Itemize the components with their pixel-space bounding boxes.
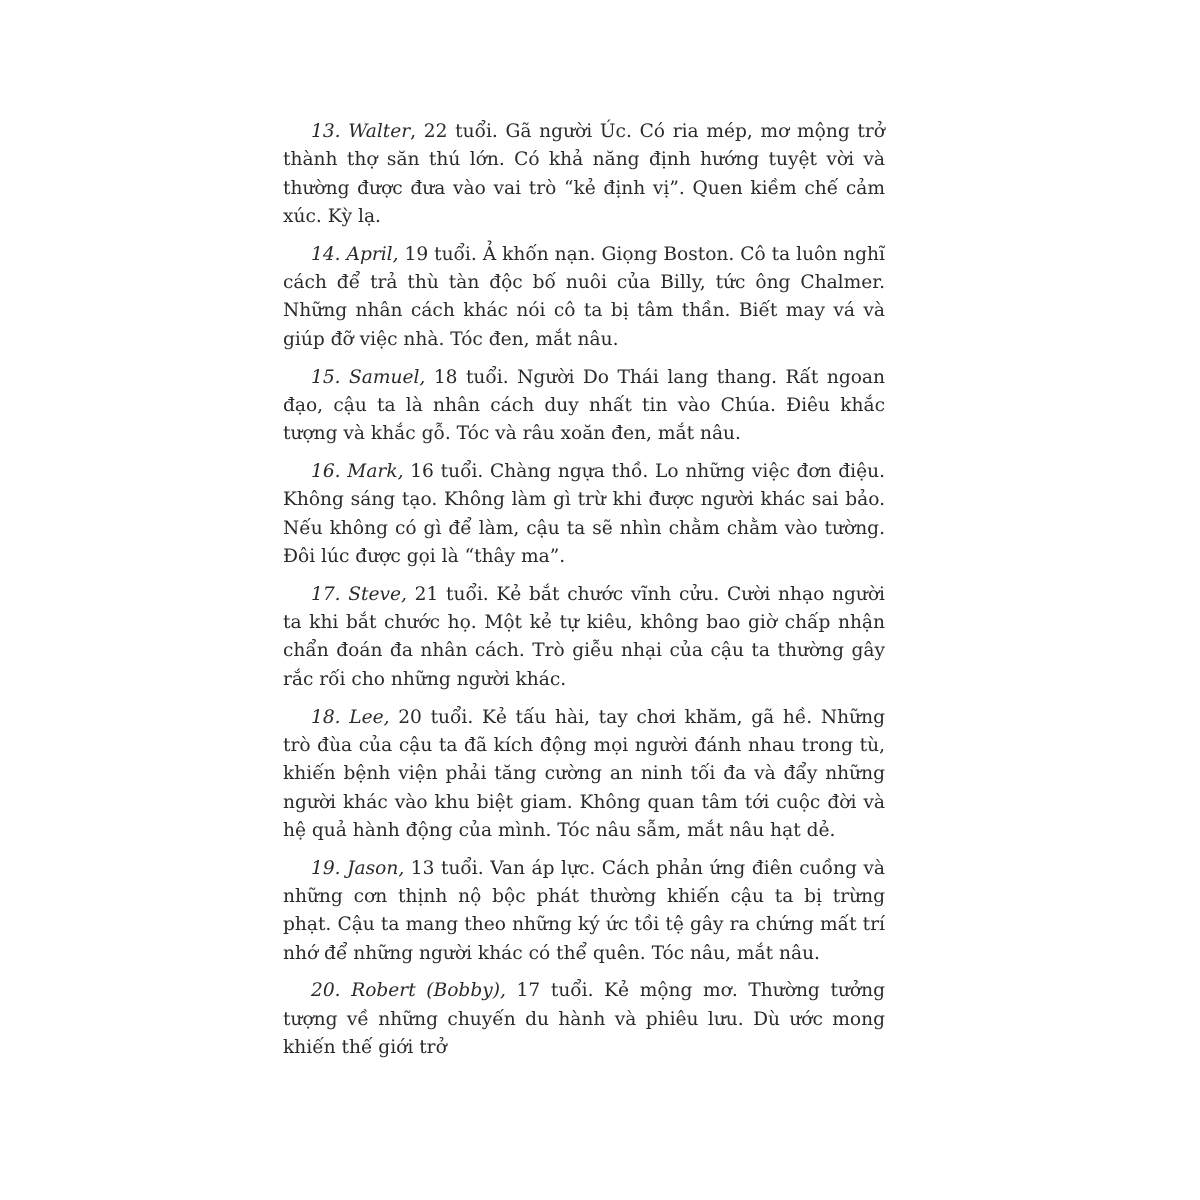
entry-text: 16 tuổi. Chàng ngựa thồ. Lo những việc đơn điệu. Không sáng tạo. Không làm gì trừ khi được người khác sai bảo. Nếu không có gì để làm, cậu ta sẽ nhìn chằm chằm vào tường. Đôi lúc được gọi là “thây ma”.: [283, 461, 886, 567]
entry-text: 21 tuổi. Kẻ bắt chước vĩnh cửu. Cười nhạo người ta khi bắt chước họ. Một kẻ tự kiêu, không bao giờ chấp nhận chẩn đoán đa nhân cách. Trò giễu nhại của cậu ta thường gây rắc rối cho những người khác.: [283, 583, 885, 690]
entry-lead: 13. Walter: [311, 121, 411, 142]
book-page: [283, 118, 885, 1072]
entry-lead: 20. Robert (Bobby),: [311, 980, 506, 1002]
entry-lead: 18. Lee,: [311, 706, 390, 728]
entry-mark: [283, 458, 885, 571]
entry-text: , 22 tuổi. Gã người Úc. Có ria mép, mơ mộng trở thành thợ săn thú lớn. Có khả năng định hướng tuyệt vời và thường được đưa vào vai trò “kẻ định vị”. Quen kiềm chế cảm xúc. Kỳ lạ.: [283, 121, 885, 227]
entry-text: 19 tuổi. Ả khốn nạn. Giọng Boston. Cô ta luôn nghĩ cách để trả thù tàn độc bố nuôi của Billy, tức ông Chalmer. Những nhân cách khác nói cô ta bị tâm thần. Biết may vá và giúp đỡ việc nhà. Tóc đen, mắt nâu.: [283, 243, 885, 350]
entry-lee: [283, 704, 885, 845]
entry-text: 17 tuổi. Kẻ mộng mơ. Thường tưởng tượng về những chuyến du hành và phiêu lưu. Dù ước mong khiến thế giới trở: [283, 980, 885, 1059]
entry-jason: [283, 855, 885, 968]
entry-steve: [283, 581, 885, 694]
entry-text: 13 tuổi. Van áp lực. Cách phản ứng điên cuồng và những cơn thịnh nộ bộc phát thường khiến cậu ta bị trừng phạt. Cậu ta mang theo những ký ức tồi tệ gây ra chứng mất trí nhớ để những người khác có thể quên. Tóc nâu, mắt nâu.: [283, 857, 885, 964]
entry-robert: [283, 977, 885, 1062]
entry-text: 20 tuổi. Kẻ tấu hài, tay chơi khăm, gã hề. Những trò đùa của cậu ta đã kích động mọi người đánh nhau trong tù, khiến bệnh viện phải tăng cường an ninh tối đa và đẩy những người khác vào khu biệt giam. Không quan tâm tới cuộc đời và hệ quả hành động của mình. Tóc nâu sẫm, mắt nâu hạt dẻ.: [283, 706, 885, 841]
entry-lead: 19. Jason,: [311, 857, 405, 879]
entry-lead: 17. Steve,: [311, 583, 407, 605]
entry-lead: 15. Samuel,: [311, 366, 426, 388]
entry-lead: 14. April,: [311, 243, 399, 265]
entry-walter: [283, 118, 885, 231]
entry-text: 18 tuổi. Người Do Thái lang thang. Rất ngoan đạo, cậu ta là nhân cách duy nhất tin vào Chúa. Điêu khắc tượng và khắc gỗ. Tóc và râu xoăn đen, mắt nâu.: [283, 366, 885, 445]
entry-april: [283, 241, 885, 354]
entry-samuel: [283, 364, 885, 449]
entry-lead: 16. Mark,: [311, 461, 404, 483]
